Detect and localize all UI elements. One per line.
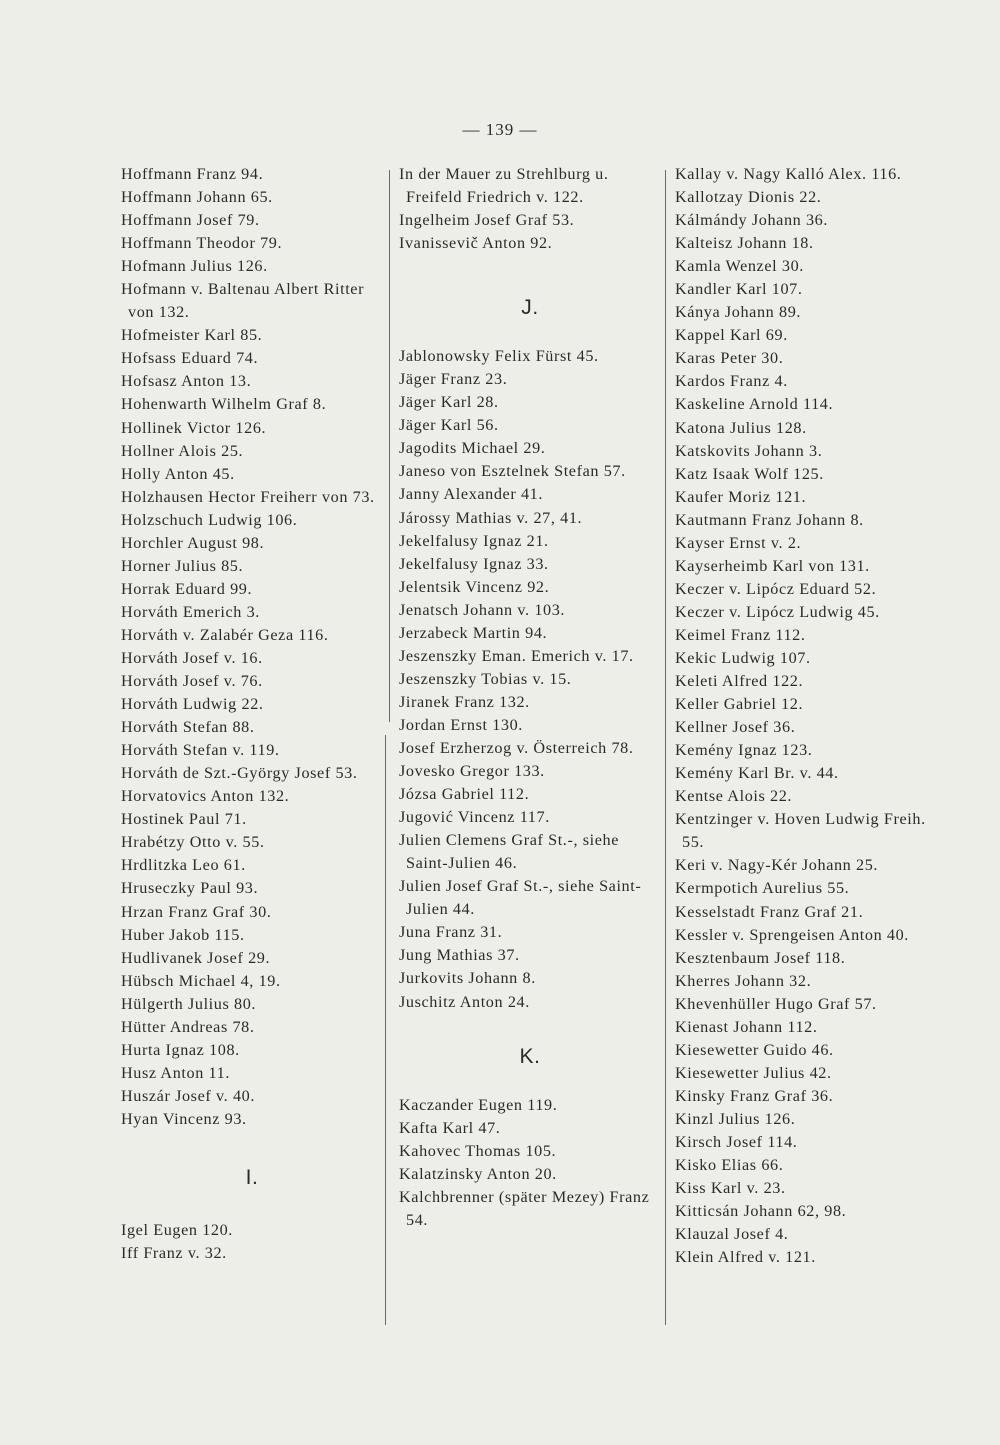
index-entry: Jablonowsky Felix Fürst 45. xyxy=(399,347,599,366)
index-entry: Huszár Josef v. 40. xyxy=(121,1086,255,1105)
index-entry: Hollinek Victor 126. xyxy=(121,418,267,437)
index-column-2 xyxy=(399,163,661,1232)
page-number: — 139 — xyxy=(462,120,538,139)
index-entry: Kalatzinsky Anton 20. xyxy=(399,1164,557,1183)
index-entry: Horváth Ludwig 22. xyxy=(121,695,264,714)
index-entry: Kandler Karl 107. xyxy=(675,280,803,299)
index-entry: Horváth Stefan v. 119. xyxy=(121,741,280,760)
index-entry: Husz Anton 11. xyxy=(121,1063,230,1082)
index-entry: Kálmándy Johann 36. xyxy=(675,211,829,230)
index-entry: Kermpotich Aurelius 55. xyxy=(675,879,850,898)
index-entry: Jäger Karl 28. xyxy=(399,393,499,412)
index-entry: Horrak Eduard 99. xyxy=(121,579,253,598)
index-entry: Hyan Vincenz 93. xyxy=(121,1109,247,1128)
index-entry: Khevenhüller Hugo Graf 57. xyxy=(675,994,877,1013)
index-entry: Keczer v. Lipócz Ludwig 45. xyxy=(675,602,880,621)
index-entry: Horváth v. Zalabér Geza 116. xyxy=(121,625,329,644)
index-entry: Jiranek Franz 132. xyxy=(399,692,530,711)
index-entry: Horchler August 98. xyxy=(121,533,265,552)
index-entry: Hoffmann Theodor 79. xyxy=(121,234,283,253)
index-entry: Hofmann Julius 126. xyxy=(121,257,268,276)
index-entry: Kekic Ludwig 107. xyxy=(675,648,811,667)
index-entry: Katskovits Johann 3. xyxy=(675,441,823,460)
index-entry: Hurta Ignaz 108. xyxy=(121,1040,240,1059)
index-entry: Horváth Josef v. 76. xyxy=(121,672,263,691)
index-entry: Hollner Alois 25. xyxy=(121,441,244,460)
index-entry: Jugović Vincenz 117. xyxy=(399,808,550,827)
index-entry: Hübsch Michael 4, 19. xyxy=(121,971,281,990)
index-entry: Josef Erzherzog v. Österreich 78. xyxy=(399,738,634,757)
index-entry: Kautmann Franz Johann 8. xyxy=(675,510,864,529)
entry-list-k xyxy=(399,1094,661,1232)
section-heading-k: K. xyxy=(519,1044,541,1068)
index-entry: Kinsky Franz Graf 36. xyxy=(675,1086,834,1105)
index-entry: Kemény Ignaz 123. xyxy=(675,741,813,760)
index-entry: Hülgerth Julius 80. xyxy=(121,994,257,1013)
index-entry: Katona Julius 128. xyxy=(675,418,807,437)
index-entry: Janeso von Esztelnek Stefan 57. xyxy=(399,462,626,481)
index-entry: Kinzl Julius 126. xyxy=(675,1109,796,1128)
entry-list-k-continued xyxy=(675,163,937,1269)
column-rule-right xyxy=(665,170,666,1325)
index-entry: Horváth Emerich 3. xyxy=(121,602,260,621)
index-entry: Jerzabeck Martin 94. xyxy=(399,623,548,642)
index-entry: Horváth Stefan 88. xyxy=(121,718,255,737)
index-entry: Kiss Karl v. 23. xyxy=(675,1179,786,1198)
index-entry: Kayser Ernst v. 2. xyxy=(675,533,802,552)
index-entry: Kalchbrenner (später Mezey) Franz 54. xyxy=(399,1187,650,1229)
index-entry: Kienast Johann 112. xyxy=(675,1017,818,1036)
index-entry: Kaskeline Arnold 114. xyxy=(675,395,834,414)
index-entry: Igel Eugen 120. xyxy=(121,1220,233,1239)
index-entry: Kentzinger v. Hoven Ludwig Freih. 55. xyxy=(675,810,926,852)
index-entry: Hoffmann Johann 65. xyxy=(121,188,273,207)
index-entry: Hrdlitzka Leo 61. xyxy=(121,856,246,875)
index-column-1 xyxy=(121,163,383,1265)
index-entry: Kalteisz Johann 18. xyxy=(675,234,814,253)
index-entry: Jovesko Gregor 133. xyxy=(399,762,545,781)
index-entry: Holly Anton 45. xyxy=(121,464,235,483)
index-entry: Kemény Karl Br. v. 44. xyxy=(675,764,839,783)
index-entry: Hoffmann Franz 94. xyxy=(121,165,264,183)
index-entry: Kánya Johann 89. xyxy=(675,303,802,322)
index-entry: Kentse Alois 22. xyxy=(675,787,793,806)
index-entry: Kardos Franz 4. xyxy=(675,372,788,391)
index-entry: Hofmeister Karl 85. xyxy=(121,326,263,345)
index-entry: Jäger Karl 56. xyxy=(399,416,499,435)
index-entry: Janny Alexander 41. xyxy=(399,485,544,504)
index-entry: Kessler v. Sprengeisen Anton 40. xyxy=(675,925,909,944)
index-entry: Huber Jakob 115. xyxy=(121,925,245,944)
column-rule-left xyxy=(389,170,390,722)
index-entry: Horvatovics Anton 132. xyxy=(121,787,290,806)
index-entry: Hudlivanek Josef 29. xyxy=(121,948,271,967)
entry-list-j xyxy=(399,345,661,1013)
index-entry: Kayserheimb Karl von 131. xyxy=(675,556,870,575)
index-entry: Juschitz Anton 24. xyxy=(399,992,530,1011)
index-entry: Jeszenszky Tobias v. 15. xyxy=(399,669,572,688)
index-entry: Hruseczky Paul 93. xyxy=(121,879,259,898)
index-column-3 xyxy=(675,163,937,1269)
index-entry: Kahovec Thomas 105. xyxy=(399,1141,557,1160)
column-rule-left-lower xyxy=(385,735,386,1325)
index-entry: Kisko Elias 66. xyxy=(675,1156,784,1175)
index-entry: Hohenwarth Wilhelm Graf 8. xyxy=(121,395,327,414)
index-entry: In der Mauer zu Strehlburg u. Freifeld Friedrich v. 122. xyxy=(399,165,609,207)
index-entry: Klauzal Josef 4. xyxy=(675,1225,789,1244)
index-entry: Katz Isaak Wolf 125. xyxy=(675,464,824,483)
index-entry: Jäger Franz 23. xyxy=(399,370,508,389)
index-entry: Horner Julius 85. xyxy=(121,556,244,575)
index-entry: Holzhausen Hector Freiherr von 73. xyxy=(121,487,375,506)
index-entry: Kamla Wenzel 30. xyxy=(675,257,804,276)
index-entry: Jagodits Michael 29. xyxy=(399,439,546,458)
index-entry: Klein Alfred v. 121. xyxy=(675,1248,816,1267)
index-entry: Kirsch Josef 114. xyxy=(675,1132,798,1151)
section-heading-i: I. xyxy=(245,1165,259,1189)
index-entry: Jelentsik Vincenz 92. xyxy=(399,577,550,596)
index-entry: Keczer v. Lipócz Eduard 52. xyxy=(675,579,877,598)
index-entry: Kaczander Eugen 119. xyxy=(399,1095,558,1114)
index-entry: Holzschuch Ludwig 106. xyxy=(121,510,298,529)
index-entry: Julien Josef Graf St.-, siehe Saint-Julien 44. xyxy=(399,877,642,919)
index-entry: Iff Franz v. 32. xyxy=(121,1244,227,1263)
index-entry: Keimel Franz 112. xyxy=(675,625,806,644)
index-entry: Jekelfalusy Ignaz 33. xyxy=(399,554,549,573)
index-entry: Kallay v. Nagy Kalló Alex. 116. xyxy=(675,165,902,183)
index-entry: Karas Peter 30. xyxy=(675,349,784,368)
index-entry: Hrzan Franz Graf 30. xyxy=(121,902,272,921)
index-entry: Kherres Johann 32. xyxy=(675,971,812,990)
index-entry: Jenatsch Johann v. 103. xyxy=(399,600,566,619)
index-entry: Járossy Mathias v. 27, 41. xyxy=(399,508,583,527)
index-entry: Keller Gabriel 12. xyxy=(675,695,804,714)
index-entry: Hrabétzy Otto v. 55. xyxy=(121,833,265,852)
index-entry: Kallotzay Dionis 22. xyxy=(675,188,822,207)
section-heading-j: J. xyxy=(521,296,539,320)
index-entry: Hoffmann Josef 79. xyxy=(121,211,260,230)
index-entry: Juna Franz 31. xyxy=(399,923,503,942)
index-entry: Keri v. Nagy-Kér Johann 25. xyxy=(675,856,879,875)
index-entry: Kafta Karl 47. xyxy=(399,1118,501,1137)
index-entry: Hofsass Eduard 74. xyxy=(121,349,259,368)
index-entry: Kappel Karl 69. xyxy=(675,326,788,345)
index-entry: Kellner Josef 36. xyxy=(675,718,796,737)
index-entry: Jurkovits Johann 8. xyxy=(399,969,536,988)
index-entry: Hofsasz Anton 13. xyxy=(121,372,252,391)
index-entry: Kiesewetter Julius 42. xyxy=(675,1063,832,1082)
index-entry: Józsa Gabriel 112. xyxy=(399,785,530,804)
entry-list-i-continued xyxy=(399,163,661,255)
index-entry: Hostinek Paul 71. xyxy=(121,810,247,829)
index-entry: Jeszenszky Eman. Emerich v. 17. xyxy=(399,646,634,665)
index-entry: Kesselstadt Franz Graf 21. xyxy=(675,902,864,921)
index-entry: Keleti Alfred 122. xyxy=(675,672,804,691)
entry-list-i xyxy=(121,1219,383,1265)
index-entry: Ivanissevič Anton 92. xyxy=(399,234,553,253)
index-entry: Ingelheim Josef Graf 53. xyxy=(399,211,575,230)
index-entry: Hütter Andreas 78. xyxy=(121,1017,255,1036)
index-entry: Kaufer Moriz 121. xyxy=(675,487,807,506)
index-entry: Julien Clemens Graf St.-, siehe Saint-Julien 46. xyxy=(399,831,620,873)
index-entry: Jordan Ernst 130. xyxy=(399,715,523,734)
index-entry: Horváth de Szt.-György Josef 53. xyxy=(121,764,358,783)
index-entry: Horváth Josef v. 16. xyxy=(121,648,263,667)
index-entry: Kiesewetter Guido 46. xyxy=(675,1040,834,1059)
index-entry: Kesztenbaum Josef 118. xyxy=(675,948,846,967)
index-entry: Hofmann v. Baltenau Albert Ritter von 132. xyxy=(121,280,365,322)
index-entry: Jung Mathias 37. xyxy=(399,946,520,965)
index-entry: Kitticsán Johann 62, 98. xyxy=(675,1202,847,1221)
index-entry: Jekelfalusy Ignaz 21. xyxy=(399,531,549,550)
entry-list-h xyxy=(121,163,383,1131)
